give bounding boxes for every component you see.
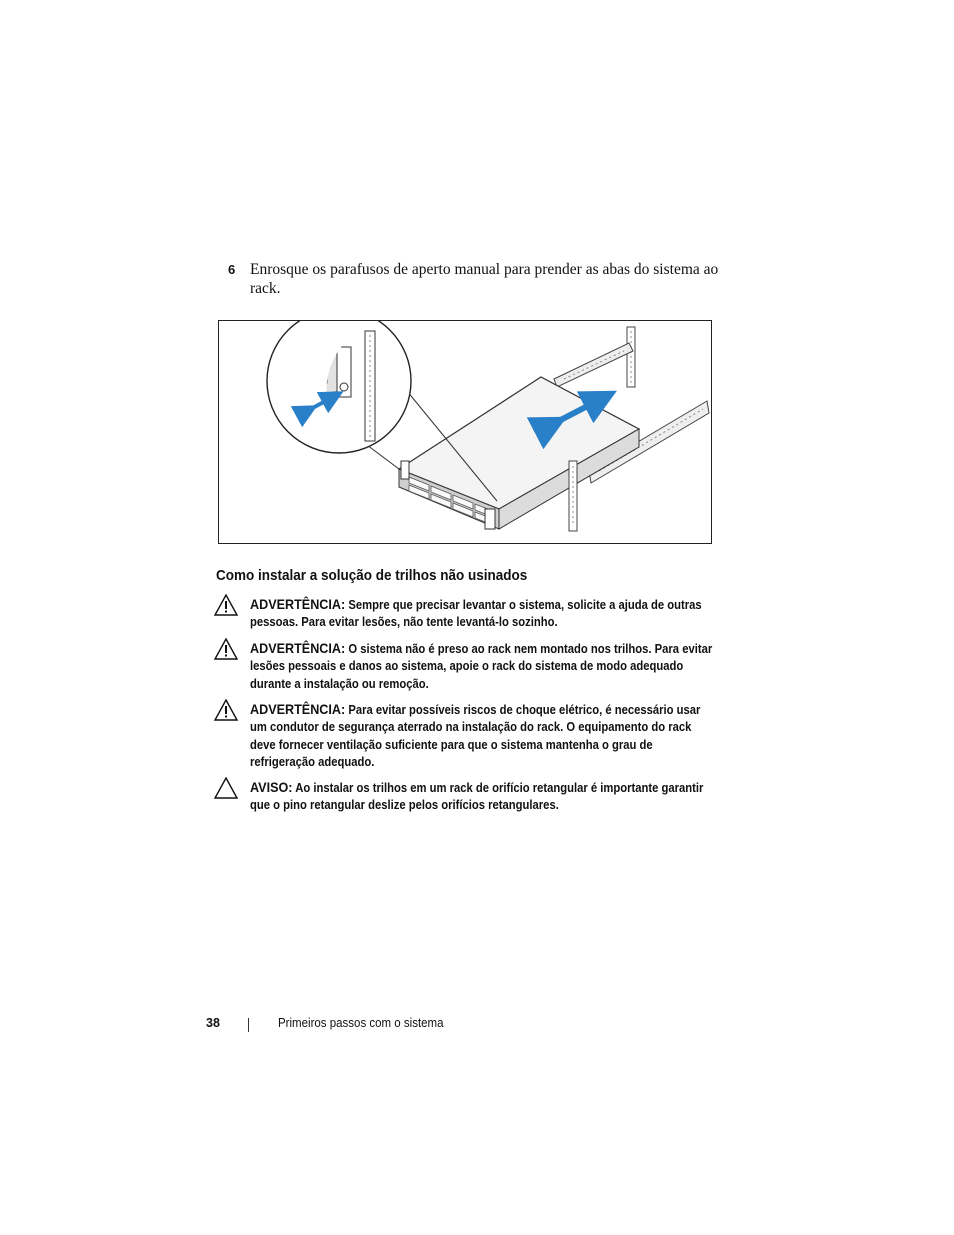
page-number: 38 <box>206 1016 220 1030</box>
warning-icon <box>214 638 238 660</box>
notice-label: ADVERTÊNCIA: <box>250 596 346 612</box>
caution-icon <box>214 777 238 799</box>
warning-icon <box>214 594 238 616</box>
footer-divider <box>248 1018 249 1032</box>
warning-notice-2 <box>214 640 714 692</box>
step-text: Enrosque os parafusos de aperto manual para prender as abas do sistema ao rack. <box>250 261 719 297</box>
notice-text: Para evitar possíveis riscos de choque elétrico, é necessário usar um condutor de segurança aterrado na instalação do rack. O equipamento do rack deve fornecer ventilação suficiente para que o sistema mantenha o grau de refrigeração adequado. <box>250 703 701 769</box>
notice-label: AVISO: <box>250 779 293 795</box>
notice-label: ADVERTÊNCIA: <box>250 640 346 656</box>
section-title: Como instalar a solução de trilhos não usinados <box>216 567 528 584</box>
rack-installation-illustration <box>218 320 712 544</box>
server-rack-diagram <box>219 321 711 543</box>
warning-notice-3 <box>214 701 714 771</box>
warning-icon <box>214 699 238 721</box>
footer-section-name: Primeiros passos com o sistema <box>278 1016 444 1030</box>
notice-text: O sistema não é preso ao rack nem montado nos trilhos. Para evitar lesões pessoais e danos ao sistema, apoie o rack do sistema de modo adequado durante a instalação ou remoção. <box>250 642 713 691</box>
step-number: 6 <box>228 262 236 277</box>
warning-notice-1 <box>214 596 714 632</box>
caution-notice <box>214 779 714 815</box>
notice-text: Ao instalar os trilhos em um rack de orifício retangular é importante garantir que o pino retangular deslize pelos orifícios retangulares. <box>250 781 704 813</box>
notice-text: Sempre que precisar levantar o sistema, solicite a ajuda de outras pessoas. Para evitar lesões, não tente levantá-lo sozinho. <box>250 598 702 630</box>
notice-label: ADVERTÊNCIA: <box>250 701 346 717</box>
